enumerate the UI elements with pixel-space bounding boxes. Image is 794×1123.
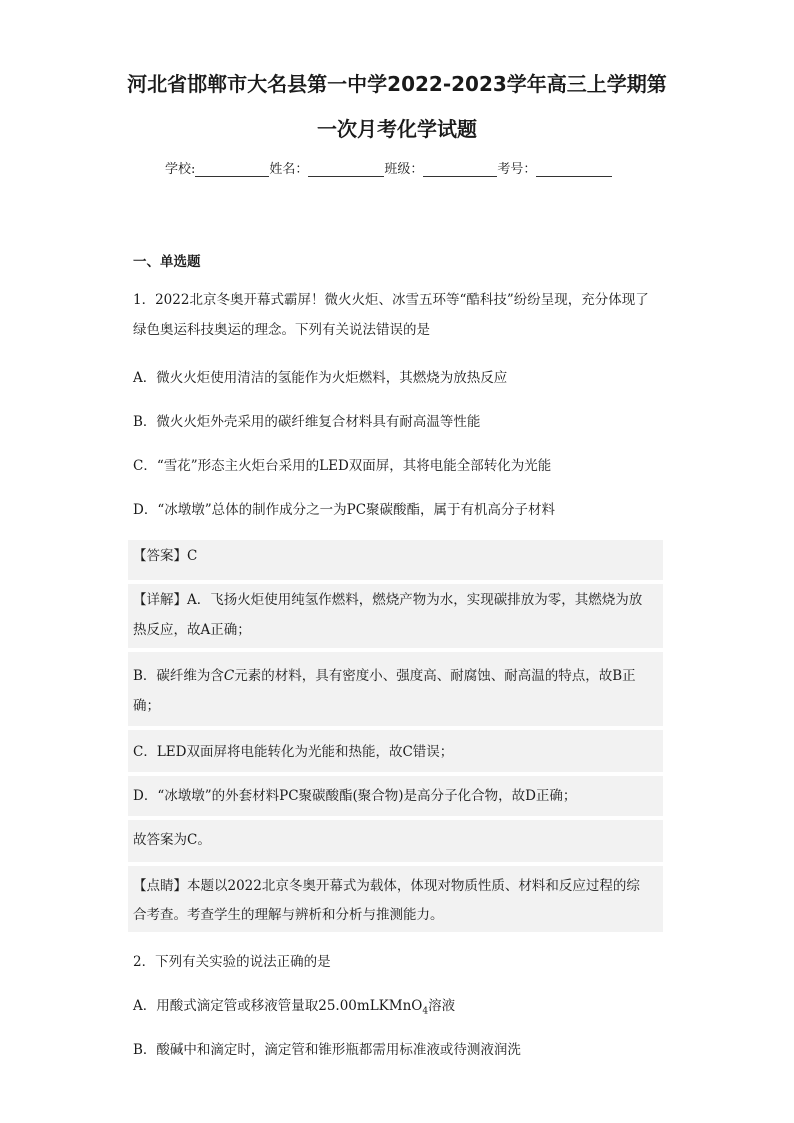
q1-detail-d: D．“冰墩墩”的外套材料PC聚碳酸酯(聚合物)是高分子化合物，故D正确； bbox=[133, 788, 577, 804]
box-gap bbox=[128, 862, 663, 866]
box-gap bbox=[128, 772, 663, 776]
q1-detail-b-line1: B．碳纤维为含C元素的材料，具有密度小、强度高、耐腐蚀、耐高温的特点，故B正 bbox=[133, 668, 636, 684]
q1-option-b: B．微火火炬外壳采用的碳纤维复合材料具有耐高温等性能 bbox=[133, 414, 481, 430]
q1-detail-c: C．LED双面屏将电能转化为光能和热能，故C错误； bbox=[133, 744, 454, 760]
q1-detail-line2: 热反应，故A正确； bbox=[133, 622, 251, 638]
class-blank bbox=[423, 162, 497, 177]
name-label: 姓名： bbox=[269, 162, 309, 177]
q1-stem-line1: 1．2022北京冬奥开幕式霸屏！微火火炬、冰雪五环等“酷科技”纷纷呈现，充分体现了 bbox=[133, 292, 649, 308]
school-label: 学校: bbox=[165, 162, 196, 177]
q1-comment-line2: 合考查。考查学生的理解与辨析和分析与推测能力。 bbox=[133, 907, 444, 923]
carbon-symbol: C bbox=[223, 668, 235, 684]
box-gap bbox=[128, 580, 663, 584]
exam-number-label: 考号： bbox=[497, 162, 537, 177]
q1-detail-b-line2: 确； bbox=[133, 698, 160, 714]
school-blank bbox=[195, 162, 269, 177]
exam-number-blank bbox=[536, 162, 612, 177]
q1-stem-line2: 绿色奥运科技奥运的理念。下列有关说法错误的是 bbox=[133, 322, 430, 338]
q1-comment-line1: 【点睛】本题以2022北京冬奥开幕式为载体，体现对物质性质、材料和反应过程的综 bbox=[133, 878, 640, 894]
student-info-row bbox=[165, 158, 612, 177]
q1-conclusion: 故答案为C。 bbox=[133, 832, 211, 848]
box-gap bbox=[128, 648, 663, 652]
name-blank bbox=[308, 162, 384, 177]
exam-title-line2: 一次月考化学试题 bbox=[317, 117, 477, 141]
q2-stem: 2．下列有关实验的说法正确的是 bbox=[133, 954, 331, 970]
section-title: 一、单选题 bbox=[133, 254, 201, 270]
q1-detail-line1: 【详解】A．飞扬火炬使用纯氢作燃料，燃烧产物为水，实现碳排放为零，其燃烧为放 bbox=[133, 592, 643, 608]
q2-option-a: A．用酸式滴定管或移液管量取25.00mLKMnO$_4$溶液 bbox=[133, 998, 456, 1017]
q1-option-c: C．“雪花”形态主火炬台采用的LED双面屏，其将电能全部转化为光能 bbox=[133, 458, 552, 474]
class-label: 班级： bbox=[384, 162, 424, 177]
exam-title-line1: 河北省邯郸市大名县第一中学2022-2023学年高三上学期第 bbox=[127, 72, 667, 96]
box-gap bbox=[128, 726, 663, 730]
q1-answer: 【答案】C bbox=[133, 548, 198, 564]
q2-option-b: B．酸碱中和滴定时，滴定管和锥形瓶都需用标准液或待测液润洗 bbox=[133, 1042, 521, 1058]
q1-option-a: A．微火火炬使用清洁的氢能作为火炬燃料，其燃烧为放热反应 bbox=[133, 370, 508, 386]
q1-option-d: D．“冰墩墩”总体的制作成分之一为PC聚碳酸酯，属于有机高分子材料 bbox=[133, 502, 556, 518]
box-gap bbox=[128, 816, 663, 820]
